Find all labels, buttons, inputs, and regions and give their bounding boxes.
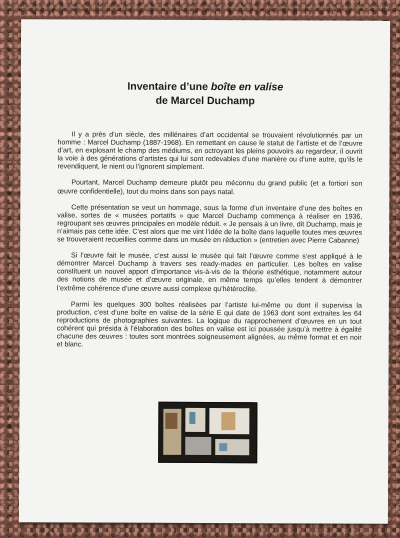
body-text [57, 131, 363, 358]
paragraph-4: Si l’œuvre fait le musée, c’est aussi le musée qui fait l’œuvre comme s’est appliqué à le démontrer Marcel Duchamp à travers ses ready-mades en particulier. Les boîtes en valise constituent un nouvel apport d’importance vis-à-vis de la théorie esthétique, notamment autour des notions de musée et d’œuvre originale, en même temps qu’elles tendent à démontrer l’extrême cohérence d’une œuvre aussi complexe qu’hétéroclite. [56, 252, 363, 293]
title-line-2: de Marcel Duchamp [155, 94, 255, 108]
title-line-1: Inventaire d’une boîte en valise [127, 80, 284, 94]
paragraph-2: Pourtant, Marcel Duchamp demeure plutôt peu méconnu du grand public (et a fortiori son œuvre confidentielle), tout du moins dans son pays natal. [57, 179, 363, 196]
paragraph-5: Parmi les quelques 300 boîtes réalisées par l’artiste lui-même ou dont il supervisa la production, c’est d’une boîte en valise de la série E qui date de 1963 dont sont extraites les 64 reproductions de photographies suivantes. La logique du rapprochement d’œuvres en un tout cohérent qui présida à l’élaboration des boîtes en valise est ici poussée jusqu’à mettre à égalité chacune des œuvres : toutes sont montrées soigneusement alignées, au même format et en noir et blanc. [56, 301, 362, 349]
page-title [21, 79, 390, 109]
paragraph-1: Il y a près d’un siècle, des millénaires d’art occidental se trouvaient révolutionnés par un homme : Marcel Duchamp (1887-1968). En remettant en cause le statut de l’artiste et de l’œuvre d’art, en explosant le champ des médiums, en octroyant les pleins pouvoirs au regardeur, il ouvrit la voie à des générations d’artistes qui lui sont redevables d’une manière ou d’une autre, qu’ils le revendiquent, le nient ou l’ignorent simplement. [57, 131, 363, 172]
photo-panel-color [189, 412, 195, 424]
photo-panel-art [221, 412, 235, 430]
photo-small-blue [219, 443, 227, 451]
boite-en-valise-photo [158, 402, 257, 463]
poster-sheet [19, 19, 390, 524]
title-italic: boîte en valise [210, 81, 284, 94]
photo-panel-figure [165, 413, 177, 429]
paragraph-3: Cette présentation se veut un hommage, sous la forme d’un inventaire d’une des boîtes en valise, sortes de « musées portatifs » que Marcel Duchamp commença à réaliser en 1936, regroupant ses œuvres principales en modèle réduit. « Je pensais à un livre, dit Duchamp, mais je n’aimais pas cette idée. C’est alors que me vint l’idée de la boîte dans laquelle toutes mes œuvres se trouveraient recueillies comme dans un musée en réduction » (entretien avec Pierre Cabanne) [57, 204, 363, 245]
photo-objects [185, 437, 211, 455]
